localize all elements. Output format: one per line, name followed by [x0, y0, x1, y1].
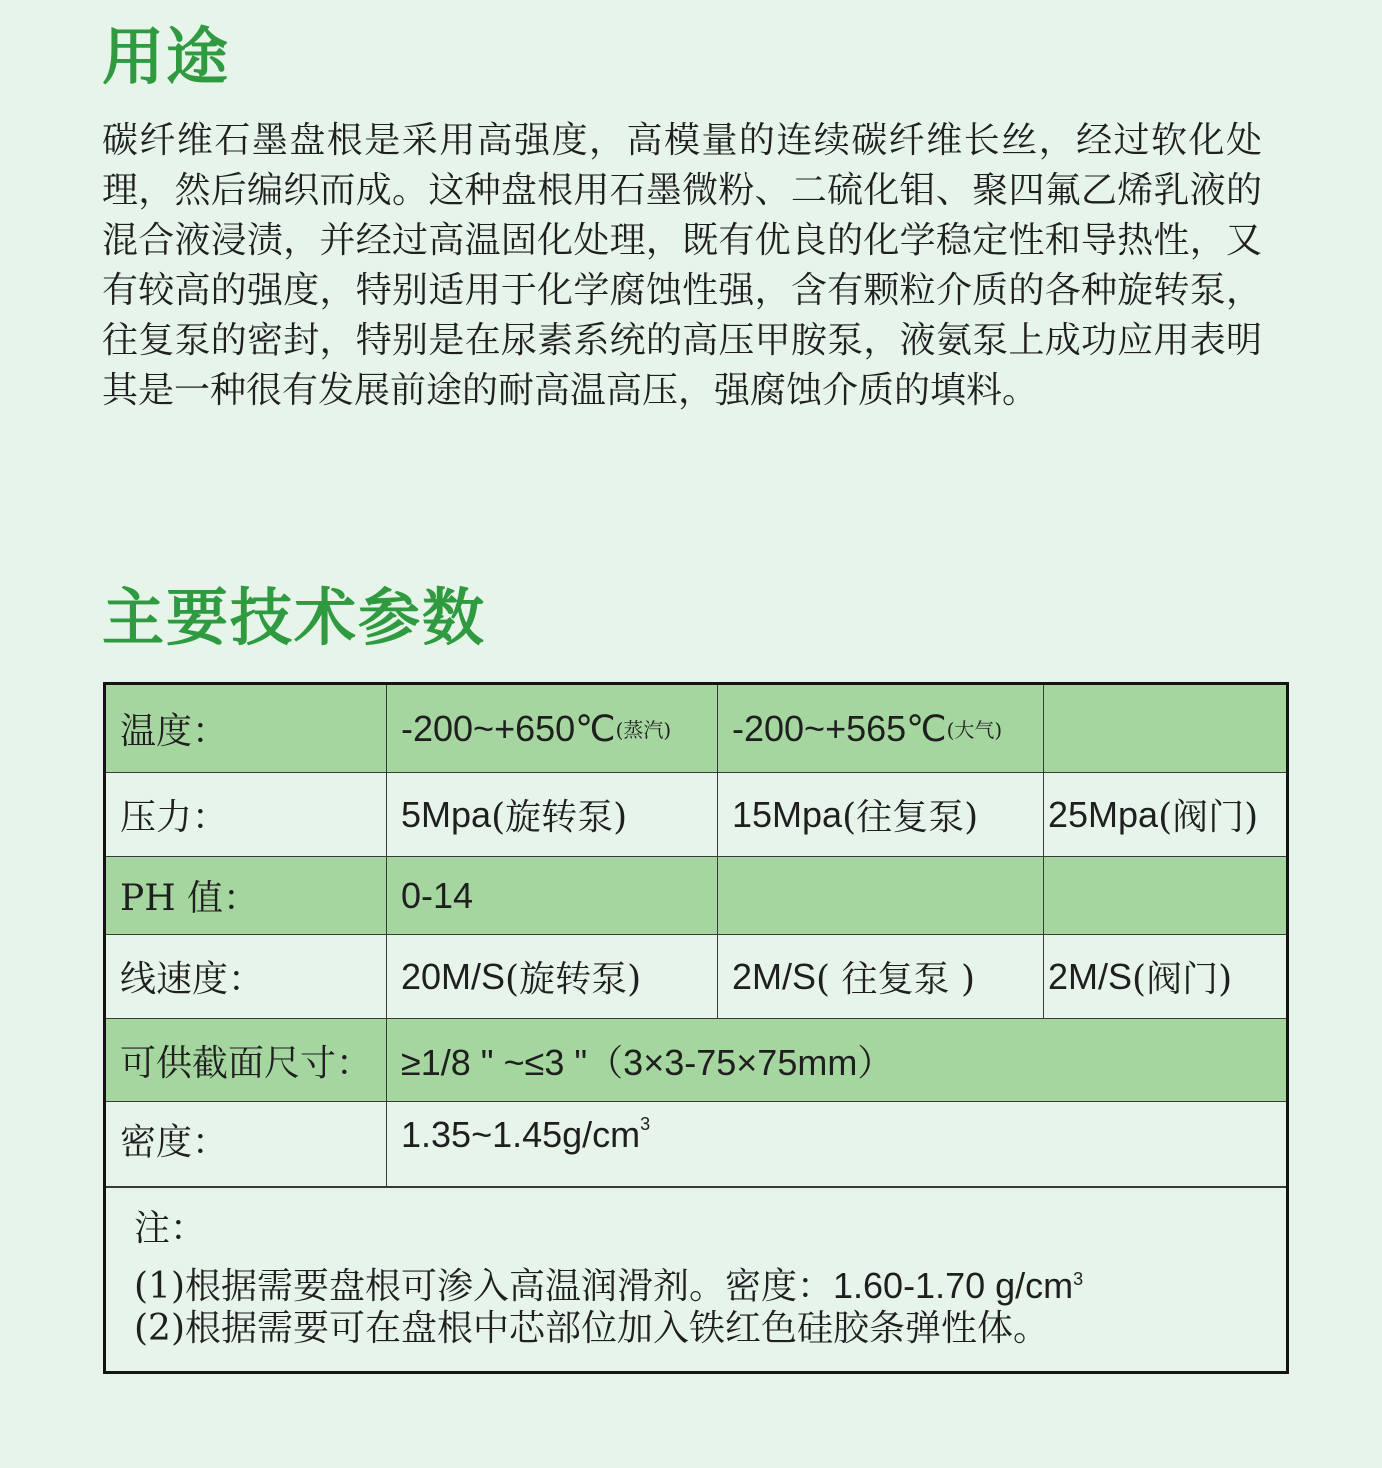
specs-table — [103, 682, 1289, 1374]
row-density — [106, 1102, 1286, 1186]
pressure-reciprocating-note: (往复泵) — [842, 797, 979, 838]
note-1-value: 1.60-1.70 g/cm — [833, 1265, 1074, 1306]
row-temperature — [106, 685, 1286, 772]
speed-valve — [1043, 935, 1286, 1018]
pressure-rotary — [386, 773, 717, 856]
density-label: 密度： — [120, 1122, 229, 1163]
pressure-reciprocating — [717, 773, 1043, 856]
ph-empty-2 — [1043, 857, 1286, 934]
note-1-superscript: 3 — [1073, 1269, 1084, 1289]
usage-description: 碳纤维石墨盘根是采用高强度，高模量的连续碳纤维长丝，经过软化处理，然后编织而成。这种盘根用石墨微粉、二硫化钼、聚四氟乙烯乳液的混合液浸渍，并经过高温固化处理，既有优良的化学稳定性和导热性，又有较高的强度，特别适用于化学腐蚀性强，含有颗粒介质的各种旋转泵，往复泵的密封，特别是在尿素系统的高压甲胺泵，液氨泵上成功应用表明其是一种很有发展前途的耐高温高压，强腐蚀介质的填料。 — [102, 120, 1262, 411]
speed-valve-note: (阀门) — [1132, 959, 1233, 1000]
note-2: (2)根据需要可在盘根中芯部位加入铁红色硅胶条弹性体。 — [134, 1308, 1049, 1349]
ph-value: 0-14 — [401, 874, 474, 916]
row-pressure — [106, 773, 1286, 856]
ph-label: PH 值： — [120, 878, 260, 919]
section-value: ≥1/8 " ~≤3 "（3×3-75×75mm） — [401, 1041, 894, 1083]
pressure-rotary-note: (旋转泵) — [491, 797, 628, 838]
notes-section — [106, 1187, 1286, 1371]
speed-rotary-value: 20M/S — [401, 955, 506, 997]
temperature-air-note: (大气) — [946, 718, 1003, 742]
pressure-valve — [1043, 773, 1286, 856]
density-value: 1.35~1.45g/cm — [401, 1114, 641, 1155]
note-1 — [134, 1255, 1083, 1311]
temperature-air — [717, 685, 1043, 772]
temperature-steam — [386, 685, 717, 772]
notes-heading: 注： — [134, 1208, 207, 1249]
pressure-valve-note: (阀门) — [1158, 797, 1259, 838]
density-superscript: 3 — [640, 1114, 651, 1134]
speed-label: 线速度： — [120, 959, 265, 1000]
speed-rotary — [386, 935, 717, 1018]
pressure-rotary-value: 5Mpa — [401, 793, 492, 835]
row-ph — [106, 857, 1286, 934]
pressure-label: 压力： — [120, 797, 229, 838]
section-label: 可供截面尺寸： — [120, 1042, 373, 1084]
row-linear-speed — [106, 935, 1286, 1018]
temperature-steam-value: -200~+650℃ — [401, 707, 616, 749]
speed-rotary-note: (旋转泵) — [505, 959, 642, 1000]
usage-title: 用途 — [102, 20, 231, 93]
section-value-cell — [386, 1019, 1286, 1101]
note-1-text: (1)根据需要盘根可渗入高温润滑剂。密度： — [134, 1266, 833, 1307]
speed-reciprocating-value: 2M/S — [732, 955, 817, 997]
speed-reciprocating-note: ( 往复泵 ) — [816, 959, 976, 1000]
ph-value-cell — [386, 857, 717, 934]
temperature-label: 温度： — [120, 711, 229, 752]
speed-reciprocating — [717, 935, 1043, 1018]
pressure-valve-value: 25Mpa — [1048, 793, 1159, 835]
speed-valve-value: 2M/S — [1048, 955, 1133, 997]
density-value-cell — [386, 1102, 1286, 1186]
ph-empty-1 — [717, 857, 1043, 934]
specs-title: 主要技术参数 — [102, 581, 487, 654]
pressure-reciprocating-value: 15Mpa — [732, 793, 843, 835]
temperature-empty — [1043, 685, 1286, 772]
temperature-air-value: -200~+565℃ — [732, 707, 947, 749]
temperature-steam-note: (蒸汽) — [615, 718, 672, 742]
row-section-size — [106, 1019, 1286, 1101]
